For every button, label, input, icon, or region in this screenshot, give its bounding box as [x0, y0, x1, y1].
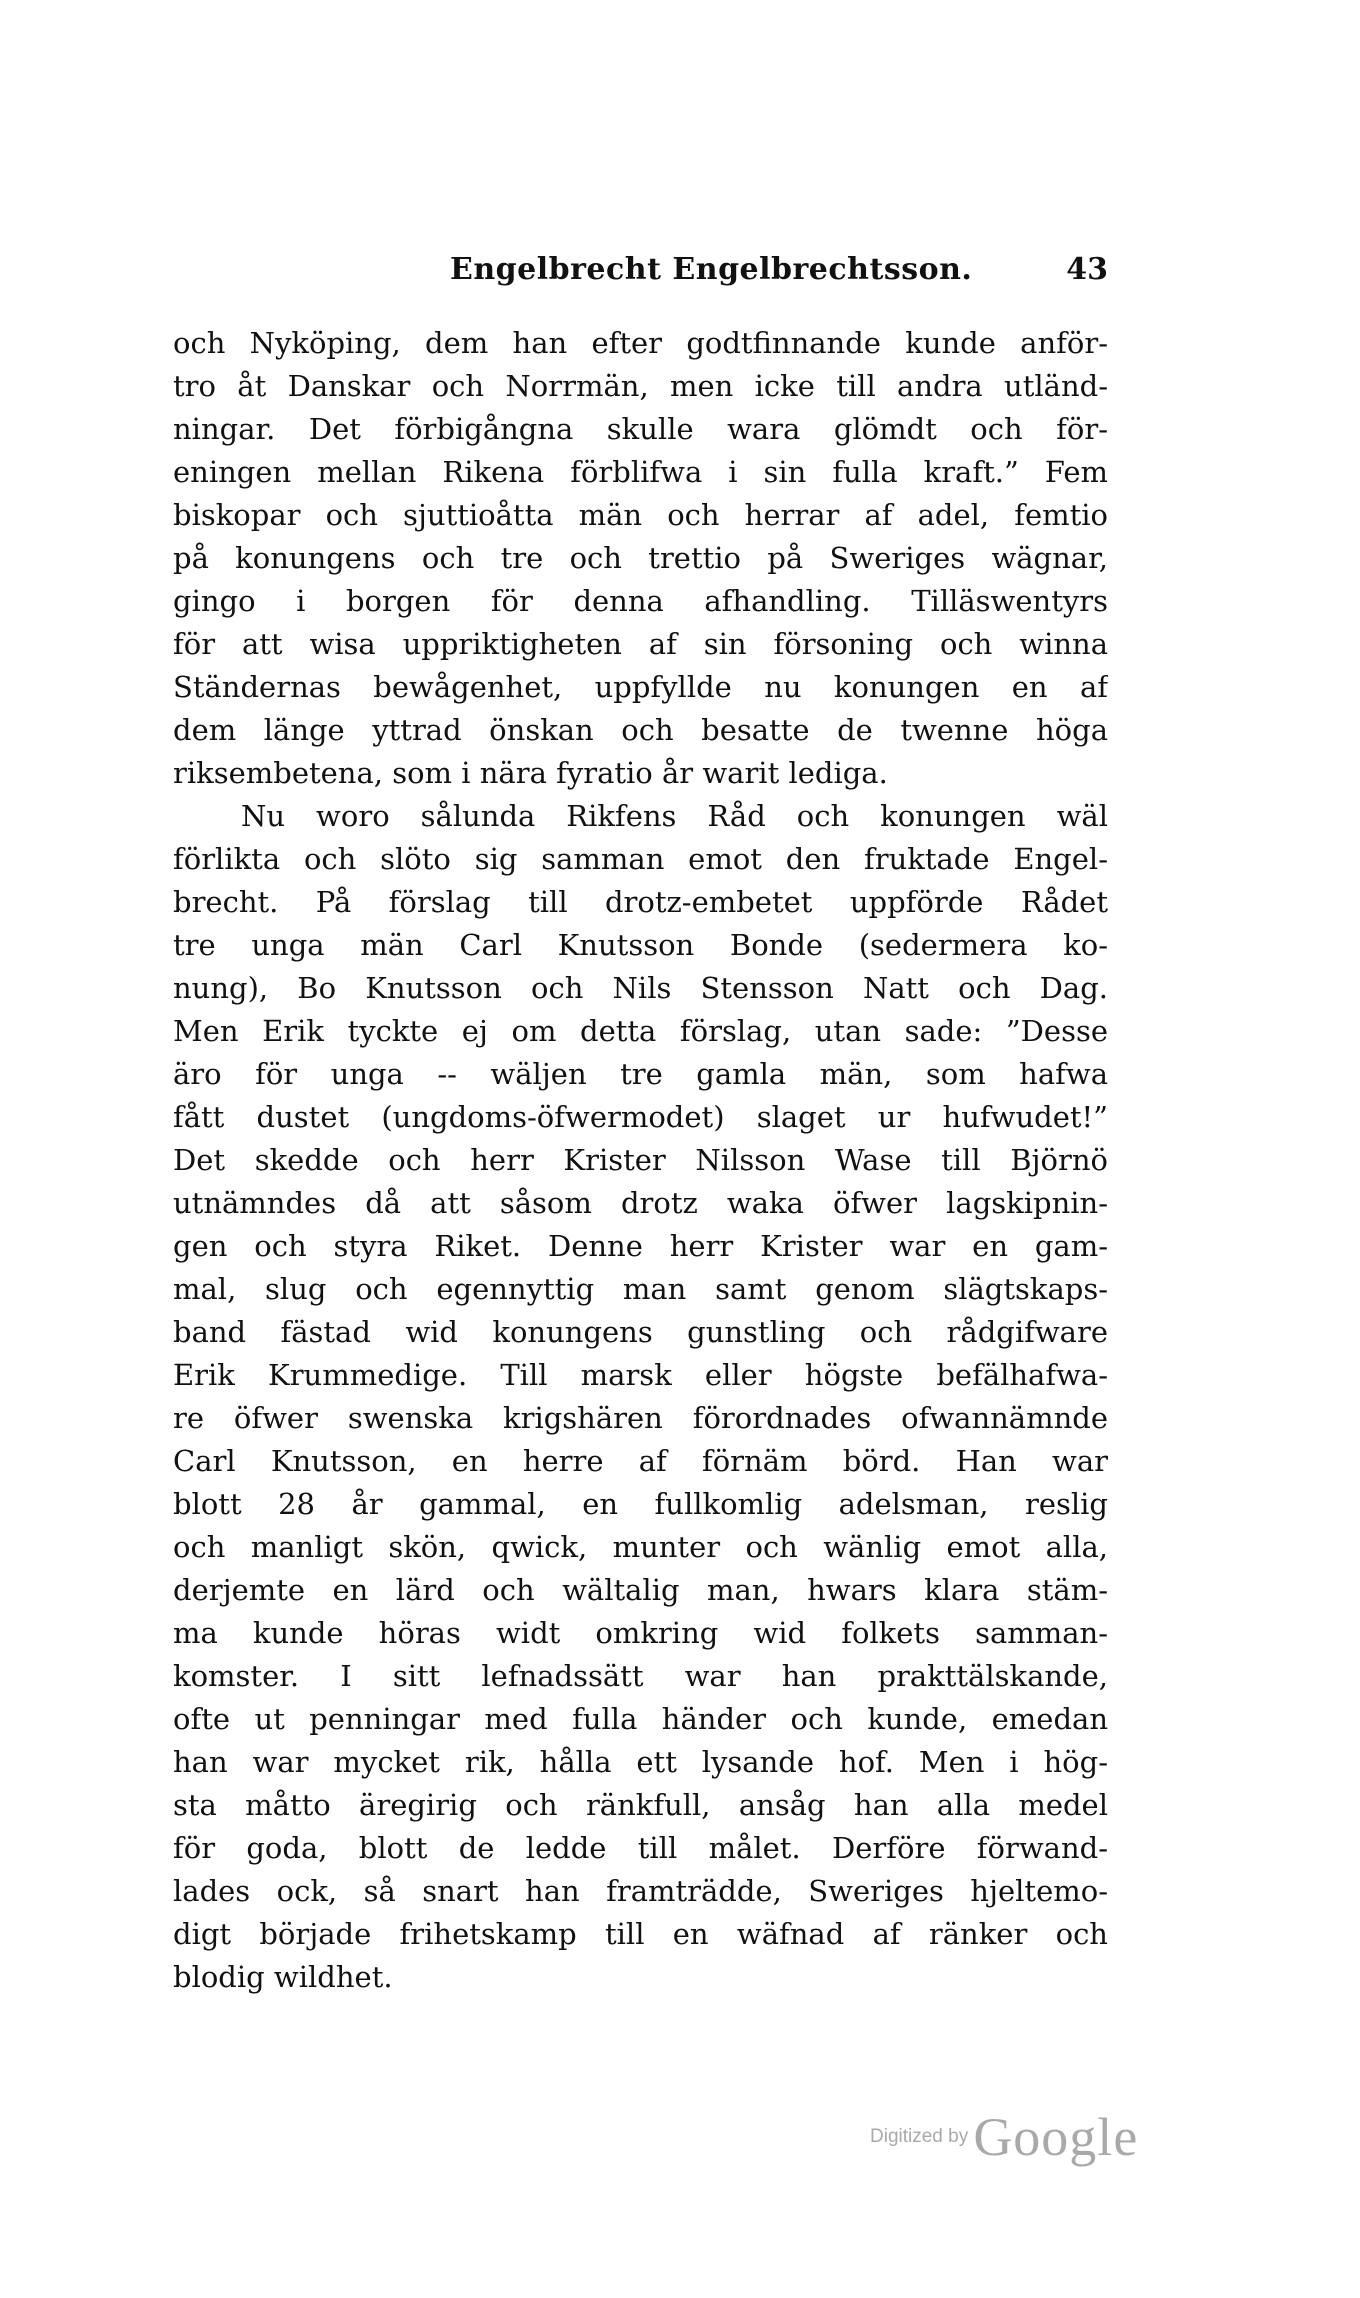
page-number: 43	[1066, 252, 1108, 287]
watermark-brand: Google	[973, 2107, 1139, 2167]
text-line: re öfwer swenska krigshären förordnades ofwannämnde	[173, 1401, 1108, 1435]
text-line: för att wisa uppriktigheten af sin försoning och winna	[173, 627, 1108, 661]
running-head: Engelbrecht Engelbrechtsson.	[450, 252, 973, 287]
text-line: gen och styra Riket. Denne herr Krister war en gam-	[173, 1229, 1108, 1263]
text-line: Det skedde och herr Krister Nilsson Wase till Björnö	[173, 1143, 1108, 1177]
text-line: och manligt skön, qwick, munter och wänlig emot alla,	[173, 1530, 1108, 1564]
text-line: komster. I sitt lefnadssätt war han prakttälskande,	[173, 1659, 1108, 1693]
paragraph-2	[173, 795, 1108, 1999]
text-line: lades ock, så snart han framträdde, Sweriges hjeltemo-	[173, 1874, 1108, 1908]
text-line: brecht. På förslag till drotz-embetet uppförde Rådet	[173, 885, 1108, 919]
text-line: förlikta och slöto sig samman emot den fruktade Engel-	[173, 842, 1108, 876]
text-line: Carl Knutsson, en herre af förnäm börd. Han war	[173, 1444, 1108, 1478]
text-line: biskopar och sjuttioåtta män och herrar af adel, femtio	[173, 498, 1108, 532]
text-line: eningen mellan Rikena förblifwa i sin fulla kraft.” Fem	[173, 455, 1108, 489]
text-line: utnämndes då att såsom drotz waka öfwer lagskipnin-	[173, 1186, 1108, 1220]
text-line: nung), Bo Knutsson och Nils Stensson Natt och Dag.	[173, 971, 1108, 1005]
text-line: fått dustet (ungdoms-öfwermodet) slaget ur hufwudet!”	[173, 1100, 1108, 1134]
text-line: ma kunde höras widt omkring wid folkets samman-	[173, 1616, 1108, 1650]
text-line: tro åt Danskar och Norrmän, men icke till andra utländ-	[173, 369, 1108, 403]
text-line: digt började frihetskamp till en wäfnad af ränker och	[173, 1917, 1108, 1951]
digitized-by-google-watermark	[870, 2106, 1139, 2167]
text-line: Nu woro sålunda Rikfens Råd och konungen wäl	[241, 799, 1108, 833]
text-line: tre unga män Carl Knutsson Bonde (sedermera ko-	[173, 928, 1108, 962]
text-line: blott 28 år gammal, en fullkomlig adelsman, reslig	[173, 1487, 1108, 1521]
text-line: och Nyköping, dem han efter godtfinnande kunde anför-	[173, 326, 1108, 360]
text-line: för goda, blott de ledde till målet. Derföre förwand-	[173, 1831, 1108, 1865]
text-line: Men Erik tyckte ej om detta förslag, utan sade: ”Desse	[173, 1014, 1108, 1048]
text-line: äro för unga -- wäljen tre gamla män, som hafwa	[173, 1057, 1108, 1091]
text-line: riksembetena, som i nära fyratio år warit lediga.	[173, 756, 888, 790]
text-line: Ständernas bewågenhet, uppfyllde nu konungen en af	[173, 670, 1108, 704]
text-line: ofte ut penningar med fulla händer och kunde, emedan	[173, 1702, 1108, 1736]
text-line: på konungens och tre och trettio på Sweriges wägnar,	[173, 541, 1108, 575]
text-line: Erik Krummedige. Till marsk eller högste befälhafwa-	[173, 1358, 1108, 1392]
page-header	[173, 252, 1108, 292]
text-line: sta måtto äregirig och ränkfull, ansåg han alla medel	[173, 1788, 1108, 1822]
text-line: dem länge yttrad önskan och besatte de twenne höga	[173, 713, 1108, 747]
watermark-prefix: Digitized by	[870, 2126, 969, 2147]
body-text	[173, 322, 1108, 1999]
text-line: ningar. Det förbigångna skulle wara glömdt och för-	[173, 412, 1108, 446]
text-line: mal, slug och egennyttig man samt genom slägtskaps-	[173, 1272, 1108, 1306]
text-line: blodig wildhet.	[173, 1960, 393, 1994]
text-line: han war mycket rik, hålla ett lysande hof. Men i hög-	[173, 1745, 1108, 1779]
text-line: derjemte en lärd och wältalig man, hwars klara stäm-	[173, 1573, 1108, 1607]
text-line: gingo i borgen för denna afhandling. Tilläswentyrs	[173, 584, 1108, 618]
text-line: band fästad wid konungens gunstling och rådgifware	[173, 1315, 1108, 1349]
paragraph-1	[173, 322, 1108, 795]
